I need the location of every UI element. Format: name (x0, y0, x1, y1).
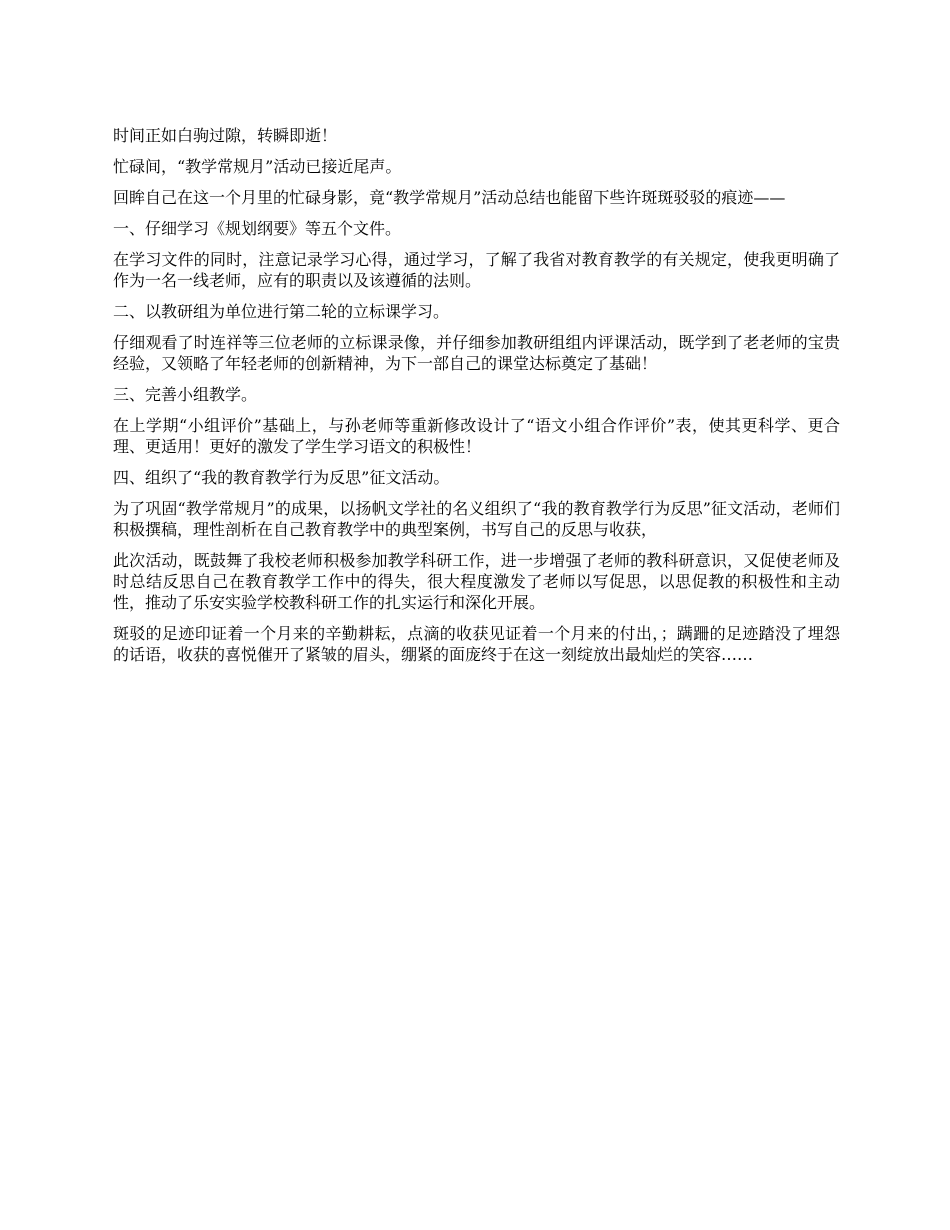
paragraph-status: 忙碌间，“教学常规月”活动已接近尾声。 (113, 157, 402, 176)
section-heading-3: 三、完善小组教学。 (113, 385, 258, 404)
paragraph-closing: 斑驳的足迹印证着一个月来的辛勤耕耘，点滴的收获见证着一个月来的付出，；蹒跚的足迹踏没了埋怨的话语，收获的喜悦催开了紧皱的眉头，绷紧的面庞终于在这一刻绽放出最灿烂的笑容…… (113, 624, 840, 664)
section-heading-1: 一、仔细学习《规划纲要》等五个文件。 (113, 219, 402, 238)
paragraph-section-1: 在学习文件的同时，注意记录学习心得，通过学习，了解了我省对教育教学的有关规定，使我更明确了作为一名一线老师，应有的职责以及该遵循的法则。 (113, 250, 840, 290)
paragraph-section-4: 为了巩固“教学常规月”的成果，以扬帆文学社的名义组织了“我的教育教学行为反思”征文活动，老师们积极撰稿，理性剖析在自己教育教学中的典型案例，书写自己的反思与收获， (113, 499, 840, 539)
paragraph-summary: 此次活动，既鼓舞了我校老师积极参加教学科研工作，进一步增强了老师的教科研意识，又促使老师及时总结反思自己在教育教学工作中的得失，很大程度激发了老师以写促思，以思促教的积极性和主动性，推动了乐安实验学校教科研工作的扎实运行和深化开展。 (113, 551, 840, 612)
section-heading-2: 二、以教研组为单位进行第二轮的立标课学习。 (113, 302, 450, 321)
section-heading-4: 四、组织了“我的教育教学行为反思”征文活动。 (113, 468, 450, 487)
paragraph-section-2: 仔细观看了时连祥等三位老师的立标课录像，并仔细参加教研组组内评课活动，既学到了老老师的宝贵经验，又领略了年轻老师的创新精神，为下一部自己的课堂达标奠定了基础！ (113, 333, 840, 373)
document-body (113, 125, 840, 675)
paragraph-section-3: 在上学期“小组评价”基础上，与孙老师等重新修改设计了“语文小组合作评价”表，使其更科学、更合理、更适用！更好的激发了学生学习语文的积极性！ (113, 416, 840, 456)
paragraph-reflection: 回眸自己在这一个月里的忙碌身影，竟“教学常规月”活动总结也能留下些许斑斑驳驳的痕迹—— (113, 188, 786, 207)
paragraph-intro: 时间正如白驹过隙，转瞬即逝！ (113, 126, 338, 145)
